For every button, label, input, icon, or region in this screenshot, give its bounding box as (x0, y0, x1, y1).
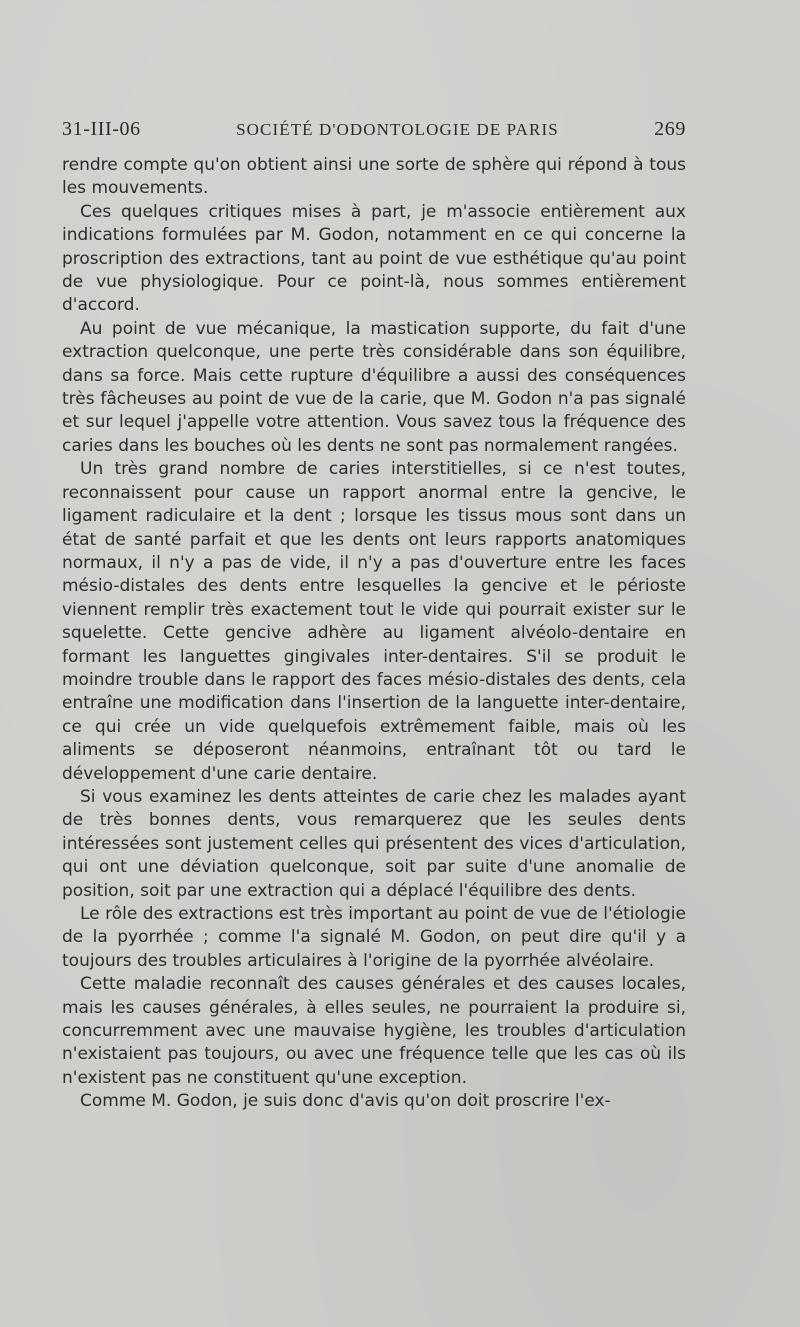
paragraph-2: Ces quelques critiques mises à part, je m'associe entièrement aux indications formulées par M. Godon, notamment en ce qui concerne la proscription des extractions, tant au point de vue esthétique qu'au point de vue physiologique. Pour ce point-là, nous sommes entièrement d'accord. (62, 201, 686, 316)
book-page (62, 118, 686, 1114)
paragraph-3: Au point de vue mécanique, la mastication supporte, du fait d'une extraction quelconque, une perte très considérable dans son équilibre, dans sa force. Mais cette rupture d'équilibre a aussi des conséquences très fâcheuses au point de vue de la carie, que M. Godon n'a pas signalé et sur lequel j'appelle votre attention. Vous savez tous la fréquence des caries dans les bouches où les dents ne sont pas normalement rangées. (62, 318, 686, 456)
header-date: 31-III-06 (62, 118, 141, 140)
body-text (62, 154, 686, 1114)
running-header (62, 118, 686, 148)
paragraph-4: Un très grand nombre de caries interstitielles, si ce n'est toutes, reconnaissent pour cause un rapport anormal entre la gencive, le ligament radiculaire et la dent ; lorsque les tissus mous sont dans un état de santé parfait et que les dents ont leurs rapports anatomiques normaux, il n'y a pas de vide, il n'y a pas d'ouverture entre les faces mésio-distales des dents entre lesquelles la gencive et le périoste viennent remplir très exactement tout le vide qui pourrait exister sur le squelette. Cette gencive adhère au ligament alvéolo-dentaire en formant les languettes gingivales inter-dentaires. S'il se produit le moindre trouble dans le rapport des faces mésio-distales des dents, cela entraîne une modification dans l'insertion de la languette inter-dentaire, ce qui crée un vide quelquefois extrêmement faible, mais où les aliments se déposeront néanmoins, entraînant tôt ou tard le développement d'une carie dentaire. (62, 459, 686, 784)
paragraph-5: Si vous examinez les dents atteintes de carie chez les malades ayant de très bonnes dents, vous remarquerez que les seules dents intéressées sont justement celles qui présentent des vices d'articulation, qui ont une déviation quelconque, soit par suite d'une anomalie de position, soit par une extraction qui a déplacé l'équilibre des dents. (62, 786, 686, 901)
paragraph-8: Comme M. Godon, je suis donc d'avis qu'on doit proscrire l'ex- (80, 1091, 611, 1112)
header-title: SOCIÉTÉ D'ODONTOLOGIE DE PARIS (236, 120, 559, 139)
paragraph-6: Le rôle des extractions est très important au point de vue de l'étiologie de la pyorrhée ; comme l'a signalé M. Godon, on peut dire qu'il y a toujours des troubles articulaires à l'origine de la pyorrhée alvéolaire. (62, 904, 686, 971)
paragraph-7: Cette maladie reconnaît des causes générales et des causes locales, mais les causes générales, à elles seules, ne pourraient la produire si, concurremment avec une mauvaise hygiène, les troubles d'articulation n'existaient pas toujours, ou avec une fréquence telle que les cas où ils n'existent pas ne constituent qu'une exception. (62, 974, 686, 1088)
paragraph-1: rendre compte qu'on obtient ainsi une sorte de sphère qui répond à tous les mouvements. (62, 155, 686, 199)
page-number: 269 (654, 118, 686, 140)
